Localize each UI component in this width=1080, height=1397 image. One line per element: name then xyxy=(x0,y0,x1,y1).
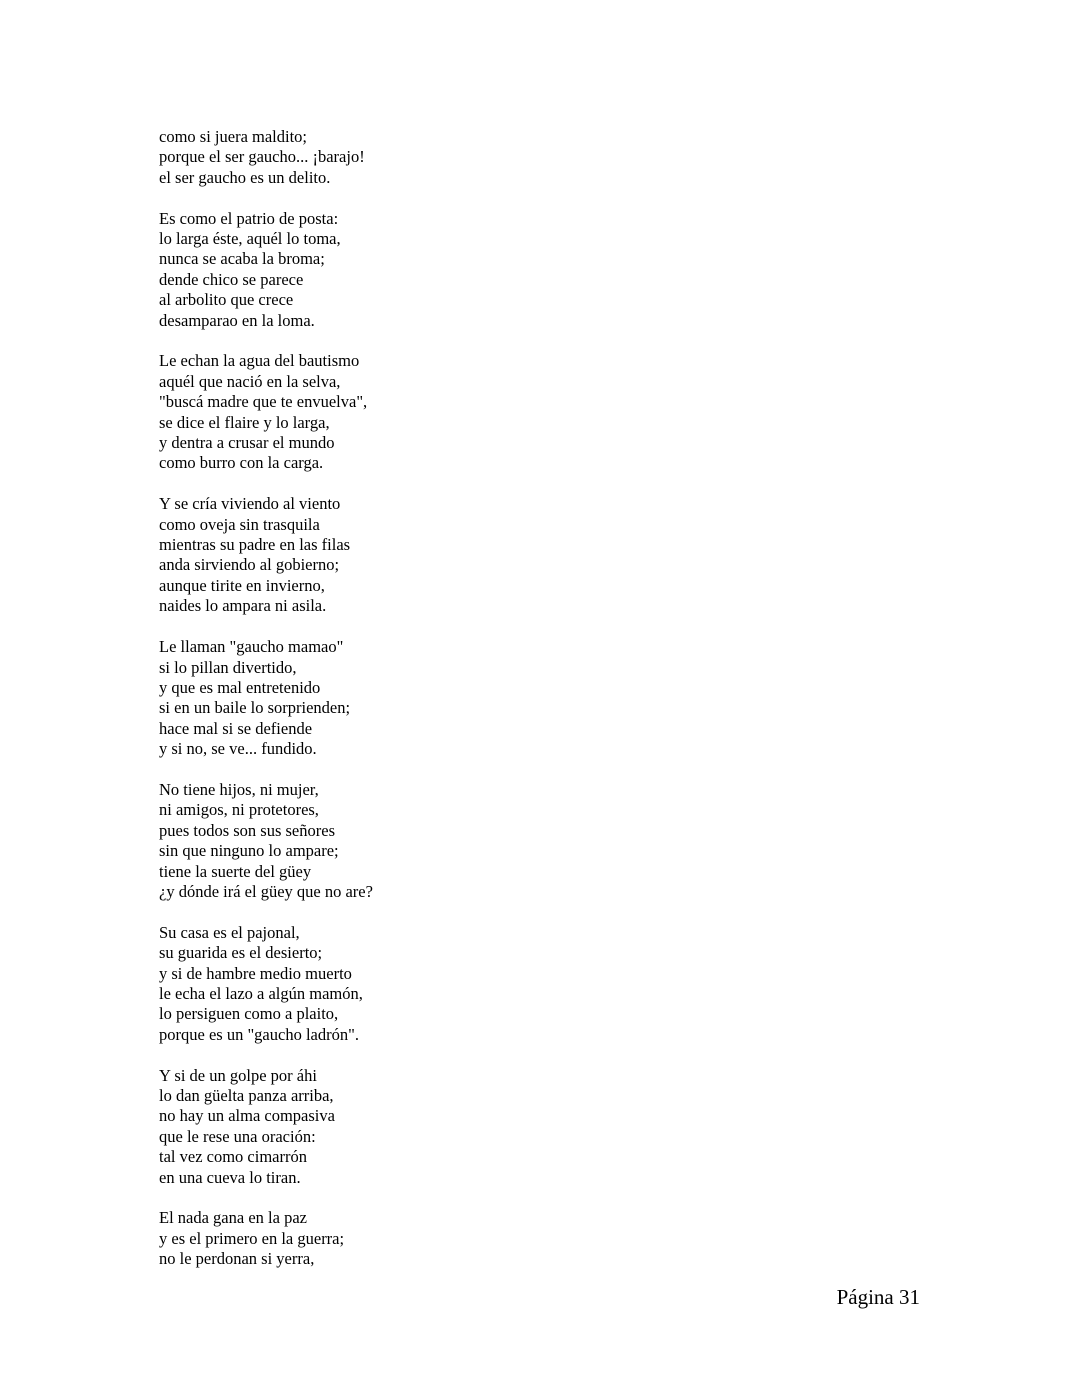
poem-line: si en un baile lo sorprienden; xyxy=(159,698,351,718)
poem-line: como burro con la carga. xyxy=(159,453,324,473)
stanza xyxy=(159,923,859,1045)
stanza xyxy=(159,127,859,188)
page-number: Página 31 xyxy=(836,1285,920,1309)
poem-line: naides lo ampara ni asila. xyxy=(159,596,327,616)
poem-line: porque el ser gaucho... ¡barajo! xyxy=(159,147,365,167)
poem-line: desamparao en la loma. xyxy=(159,310,315,330)
poem-line: dende chico se parece xyxy=(159,269,304,289)
poem-line: tal vez como cimarrón xyxy=(159,1147,307,1167)
poem-line: "buscá madre que te envuelva", xyxy=(159,392,368,412)
poem-line: lo persiguen como a plaito, xyxy=(159,1004,339,1024)
stanza xyxy=(159,209,859,331)
poem-line: no le perdonan si yerra, xyxy=(159,1249,315,1269)
poem-line: aquél que nació en la selva, xyxy=(159,371,341,391)
poem-line: porque es un "gaucho ladrón". xyxy=(159,1024,359,1044)
poem-line: Y si de un golpe por áhi xyxy=(159,1065,317,1085)
poem-line: no hay un alma compasiva xyxy=(159,1106,335,1126)
poem-line: Y se cría viviendo al viento xyxy=(159,494,341,514)
poem-line: sin que ninguno lo ampare; xyxy=(159,841,339,861)
stanza xyxy=(159,637,859,759)
stanza xyxy=(159,494,859,616)
poem-line: lo larga éste, aquél lo toma, xyxy=(159,229,341,249)
poem-line: ¿y dónde irá el güey que no are? xyxy=(159,881,373,901)
poem-line: como si juera maldito; xyxy=(159,127,308,146)
poem-line: si lo pillan divertido, xyxy=(159,657,297,677)
poem-line: y que es mal entretenido xyxy=(159,677,321,697)
poem-line: que le rese una oración: xyxy=(159,1126,316,1146)
poem-line: y si no, se ve... fundido. xyxy=(159,739,317,759)
stanza xyxy=(159,351,859,473)
poem-line: ni amigos, ni protetores, xyxy=(159,800,319,820)
poem-line: y dentra a crusar el mundo xyxy=(159,433,335,453)
poem-line: Es como el patrio de posta: xyxy=(159,208,339,228)
poem-body xyxy=(159,127,859,1270)
poem-line: Su casa es el pajonal, xyxy=(159,922,300,942)
poem-line: le echa el lazo a algún mamón, xyxy=(159,983,363,1003)
poem-line: Le echan la agua del bautismo xyxy=(159,351,360,371)
stanza xyxy=(159,1208,859,1269)
poem-line: Le llaman "gaucho mamao" xyxy=(159,637,344,657)
poem-line: nunca se acaba la broma; xyxy=(159,249,325,269)
poem-line: El nada gana en la paz xyxy=(159,1208,307,1228)
poem-line: tiene la suerte del güey xyxy=(159,861,312,881)
poem-line: y si de hambre medio muerto xyxy=(159,963,352,983)
poem-line: y es el primero en la guerra; xyxy=(159,1228,345,1248)
poem-line: aunque tirite en invierno, xyxy=(159,575,325,595)
poem-line: lo dan güelta panza arriba, xyxy=(159,1085,334,1105)
poem-line: en una cueva lo tiran. xyxy=(159,1167,301,1187)
poem-line: No tiene hijos, ni mujer, xyxy=(159,779,319,799)
poem-line: como oveja sin trasquila xyxy=(159,514,320,534)
stanza xyxy=(159,1066,859,1188)
poem-line: anda sirviendo al gobierno; xyxy=(159,555,340,575)
poem-line: hace mal si se defiende xyxy=(159,718,313,738)
poem-line: pues todos son sus señores xyxy=(159,820,335,840)
poem-line: al arbolito que crece xyxy=(159,290,294,310)
poem-line: se dice el flaire y lo larga, xyxy=(159,412,330,432)
poem-line: mientras su padre en las filas xyxy=(159,535,351,555)
poem-line: su guarida es el desierto; xyxy=(159,943,323,963)
poem-line: el ser gaucho es un delito. xyxy=(159,167,331,187)
stanza xyxy=(159,780,859,902)
